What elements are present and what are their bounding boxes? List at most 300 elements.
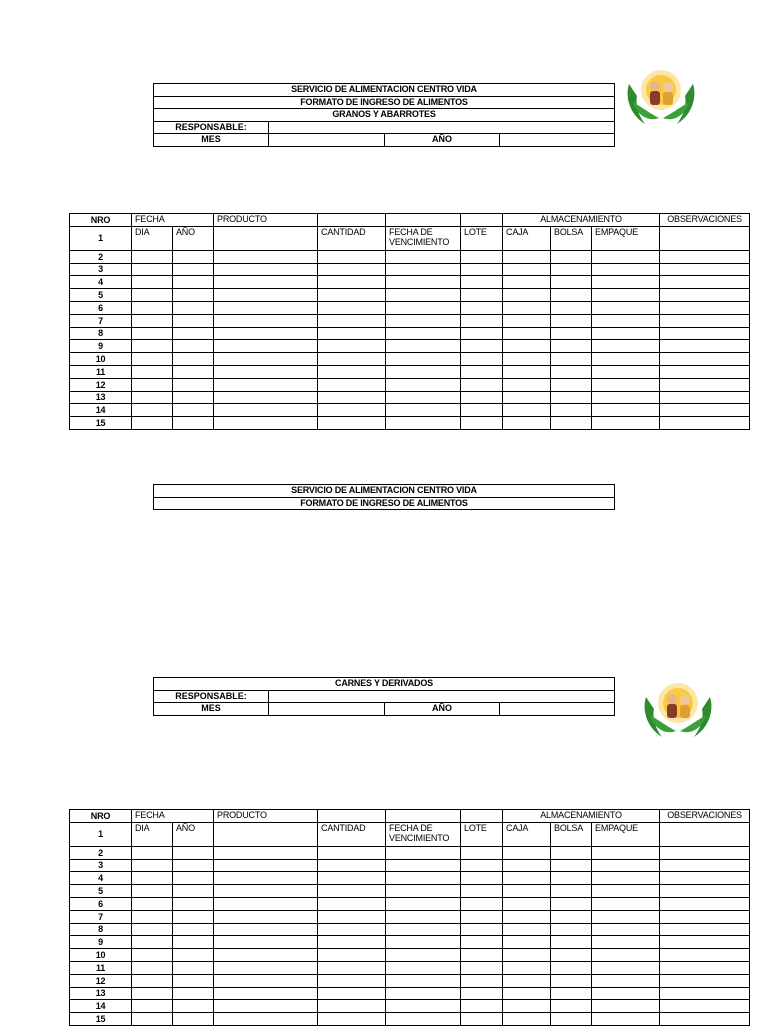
table-cell[interactable] xyxy=(386,353,461,366)
table-cell[interactable] xyxy=(214,923,318,936)
table-cell[interactable] xyxy=(660,897,750,910)
table-cell[interactable] xyxy=(551,314,592,327)
table-cell[interactable] xyxy=(551,340,592,353)
table-cell[interactable] xyxy=(386,846,461,859)
form2-responsable-field[interactable] xyxy=(269,691,614,703)
table-cell[interactable] xyxy=(461,923,503,936)
table-cell[interactable] xyxy=(551,404,592,417)
table-cell[interactable] xyxy=(173,846,214,859)
table-cell[interactable] xyxy=(132,949,173,962)
table-cell[interactable] xyxy=(386,417,461,430)
table-cell[interactable] xyxy=(503,961,551,974)
table-cell[interactable] xyxy=(132,974,173,987)
table-cell[interactable] xyxy=(660,391,750,404)
table-cell[interactable] xyxy=(132,417,173,430)
table-cell[interactable] xyxy=(318,987,386,1000)
table-cell[interactable] xyxy=(592,289,660,302)
table-cell[interactable] xyxy=(461,391,503,404)
table-cell[interactable] xyxy=(386,263,461,276)
table-cell[interactable] xyxy=(173,949,214,962)
table-cell[interactable] xyxy=(318,846,386,859)
table-cell[interactable] xyxy=(318,417,386,430)
table-cell[interactable] xyxy=(386,936,461,949)
observaciones-cell[interactable] xyxy=(660,226,750,250)
table-cell[interactable] xyxy=(592,391,660,404)
col-vencimiento-header: FECHA DE VENCIMIENTO xyxy=(386,822,461,846)
table-cell[interactable] xyxy=(660,276,750,289)
table-cell[interactable] xyxy=(214,365,318,378)
table-cell[interactable] xyxy=(318,340,386,353)
table-cell[interactable] xyxy=(503,885,551,898)
table-cell[interactable] xyxy=(318,353,386,366)
table-cell[interactable] xyxy=(592,314,660,327)
col-nro-header: NRO xyxy=(70,214,132,227)
table-cell[interactable] xyxy=(660,872,750,885)
table-cell[interactable] xyxy=(318,365,386,378)
table-cell[interactable] xyxy=(318,974,386,987)
table-cell[interactable] xyxy=(386,859,461,872)
form2-mes-field[interactable] xyxy=(269,703,385,715)
table-cell[interactable] xyxy=(461,859,503,872)
row-number: 2 xyxy=(70,250,132,263)
table-cell[interactable] xyxy=(214,859,318,872)
table-cell[interactable] xyxy=(551,987,592,1000)
producto-cell[interactable] xyxy=(214,226,318,250)
table-cell[interactable] xyxy=(461,340,503,353)
table-cell[interactable] xyxy=(214,974,318,987)
table-cell[interactable] xyxy=(214,301,318,314)
table-cell[interactable] xyxy=(173,301,214,314)
table-cell[interactable] xyxy=(461,365,503,378)
table-cell[interactable] xyxy=(318,276,386,289)
table-cell[interactable] xyxy=(173,885,214,898)
table-cell[interactable] xyxy=(503,276,551,289)
table-cell[interactable] xyxy=(503,340,551,353)
table-cell[interactable] xyxy=(461,289,503,302)
table-cell[interactable] xyxy=(386,391,461,404)
col-dia-header: DIA xyxy=(132,822,173,846)
table-cell[interactable] xyxy=(592,923,660,936)
table-cell[interactable] xyxy=(660,923,750,936)
table-cell[interactable] xyxy=(386,910,461,923)
row-number: 12 xyxy=(70,974,132,987)
table-cell[interactable] xyxy=(660,250,750,263)
table-cell[interactable] xyxy=(660,987,750,1000)
table-cell[interactable] xyxy=(551,276,592,289)
table-cell[interactable] xyxy=(503,404,551,417)
table-cell[interactable] xyxy=(214,327,318,340)
table-cell[interactable] xyxy=(660,404,750,417)
table-cell[interactable] xyxy=(660,885,750,898)
table-cell[interactable] xyxy=(592,327,660,340)
table-cell[interactable] xyxy=(592,404,660,417)
table-cell[interactable] xyxy=(660,910,750,923)
table-cell[interactable] xyxy=(551,378,592,391)
table-cell[interactable] xyxy=(214,353,318,366)
row-number: 5 xyxy=(70,885,132,898)
table-cell[interactable] xyxy=(461,276,503,289)
table-cell[interactable] xyxy=(214,417,318,430)
table-cell[interactable] xyxy=(503,1000,551,1013)
table-cell[interactable] xyxy=(461,846,503,859)
table-cell[interactable] xyxy=(173,314,214,327)
table-cell[interactable] xyxy=(173,391,214,404)
table-cell[interactable] xyxy=(132,289,173,302)
table-cell[interactable] xyxy=(551,872,592,885)
table-cell[interactable] xyxy=(592,353,660,366)
table-cell[interactable] xyxy=(551,923,592,936)
producto-cell[interactable] xyxy=(214,822,318,846)
table-cell[interactable] xyxy=(551,289,592,302)
table-cell[interactable] xyxy=(660,1000,750,1013)
table-cell[interactable] xyxy=(503,846,551,859)
table-cell[interactable] xyxy=(660,846,750,859)
table-cell[interactable] xyxy=(461,949,503,962)
row-number: 10 xyxy=(70,949,132,962)
table-cell[interactable] xyxy=(386,289,461,302)
table-row xyxy=(70,859,750,872)
table-cell[interactable] xyxy=(318,263,386,276)
table-cell[interactable] xyxy=(551,263,592,276)
table-cell[interactable] xyxy=(173,1000,214,1013)
table-cell[interactable] xyxy=(214,1000,318,1013)
table-cell[interactable] xyxy=(461,910,503,923)
table-cell[interactable] xyxy=(173,961,214,974)
form2-ano-field[interactable] xyxy=(500,703,614,715)
table-cell[interactable] xyxy=(461,961,503,974)
table-cell[interactable] xyxy=(660,340,750,353)
row-number: 12 xyxy=(70,378,132,391)
table-row xyxy=(70,885,750,898)
table-cell[interactable] xyxy=(214,885,318,898)
table-cell[interactable] xyxy=(173,404,214,417)
table-cell[interactable] xyxy=(660,936,750,949)
form1-mes-label: MES xyxy=(154,134,269,146)
table-cell[interactable] xyxy=(173,263,214,276)
table-cell[interactable] xyxy=(132,987,173,1000)
table-cell[interactable] xyxy=(592,872,660,885)
table-cell[interactable] xyxy=(214,378,318,391)
table-cell[interactable] xyxy=(132,885,173,898)
table-cell[interactable] xyxy=(461,1000,503,1013)
table-cell[interactable] xyxy=(592,340,660,353)
table-cell[interactable] xyxy=(173,417,214,430)
table-cell[interactable] xyxy=(318,885,386,898)
col-dia-header: DIA xyxy=(132,226,173,250)
table-cell[interactable] xyxy=(503,923,551,936)
table-cell[interactable] xyxy=(386,250,461,263)
table-cell[interactable] xyxy=(318,391,386,404)
table-cell[interactable] xyxy=(132,391,173,404)
table-cell[interactable] xyxy=(386,987,461,1000)
table-cell[interactable] xyxy=(592,417,660,430)
table-cell[interactable] xyxy=(461,314,503,327)
table-cell[interactable] xyxy=(592,859,660,872)
table-cell[interactable] xyxy=(132,263,173,276)
table-cell[interactable] xyxy=(214,910,318,923)
table-cell[interactable] xyxy=(503,353,551,366)
table-cell[interactable] xyxy=(551,949,592,962)
table-cell[interactable] xyxy=(551,961,592,974)
table-cell[interactable] xyxy=(318,949,386,962)
form1-responsable-field[interactable] xyxy=(269,122,614,134)
table-cell[interactable] xyxy=(551,250,592,263)
table-cell[interactable] xyxy=(592,961,660,974)
table-cell[interactable] xyxy=(461,250,503,263)
table-cell[interactable] xyxy=(386,365,461,378)
table-cell[interactable] xyxy=(318,301,386,314)
table-cell[interactable] xyxy=(592,1000,660,1013)
table-cell[interactable] xyxy=(318,910,386,923)
table-cell[interactable] xyxy=(503,250,551,263)
form1-ano-field[interactable] xyxy=(500,134,614,146)
table-cell[interactable] xyxy=(592,974,660,987)
table-cell[interactable] xyxy=(551,327,592,340)
table-cell[interactable] xyxy=(551,365,592,378)
table-cell[interactable] xyxy=(132,897,173,910)
table-cell[interactable] xyxy=(660,327,750,340)
table-cell[interactable] xyxy=(660,289,750,302)
table-cell[interactable] xyxy=(173,289,214,302)
table-cell[interactable] xyxy=(173,923,214,936)
table-cell[interactable] xyxy=(132,936,173,949)
table-cell[interactable] xyxy=(551,391,592,404)
table-cell[interactable] xyxy=(503,391,551,404)
table-cell[interactable] xyxy=(592,301,660,314)
table-cell[interactable] xyxy=(551,846,592,859)
table-cell[interactable] xyxy=(132,276,173,289)
table-cell[interactable] xyxy=(132,872,173,885)
table-cell[interactable] xyxy=(461,872,503,885)
table-cell[interactable] xyxy=(214,250,318,263)
table-cell[interactable] xyxy=(214,314,318,327)
table-cell[interactable] xyxy=(173,872,214,885)
table-cell[interactable] xyxy=(461,417,503,430)
table-cell[interactable] xyxy=(386,314,461,327)
table-cell[interactable] xyxy=(503,936,551,949)
table-cell[interactable] xyxy=(660,301,750,314)
table-cell[interactable] xyxy=(503,910,551,923)
table-cell[interactable] xyxy=(660,949,750,962)
table-cell[interactable] xyxy=(592,378,660,391)
table-cell[interactable] xyxy=(173,859,214,872)
table-cell[interactable] xyxy=(503,417,551,430)
table-cell[interactable] xyxy=(132,846,173,859)
table-cell[interactable] xyxy=(503,949,551,962)
table-cell[interactable] xyxy=(214,897,318,910)
table-cell[interactable] xyxy=(214,961,318,974)
table-cell[interactable] xyxy=(503,263,551,276)
table-cell[interactable] xyxy=(592,276,660,289)
table-cell[interactable] xyxy=(660,353,750,366)
table-cell[interactable] xyxy=(503,289,551,302)
table-cell[interactable] xyxy=(318,250,386,263)
table-cell[interactable] xyxy=(461,301,503,314)
observaciones-cell[interactable] xyxy=(660,822,750,846)
table-cell[interactable] xyxy=(132,859,173,872)
table-cell[interactable] xyxy=(214,340,318,353)
table-cell[interactable] xyxy=(461,987,503,1000)
table-cell[interactable] xyxy=(132,327,173,340)
table-cell[interactable] xyxy=(461,353,503,366)
table-cell[interactable] xyxy=(461,974,503,987)
table-cell[interactable] xyxy=(318,289,386,302)
table-cell[interactable] xyxy=(503,314,551,327)
table-cell[interactable] xyxy=(660,378,750,391)
table-cell[interactable] xyxy=(592,897,660,910)
table-cell[interactable] xyxy=(318,936,386,949)
table-cell[interactable] xyxy=(173,910,214,923)
table-cell[interactable] xyxy=(318,923,386,936)
table-cell[interactable] xyxy=(318,314,386,327)
table-cell[interactable] xyxy=(592,910,660,923)
table-cell[interactable] xyxy=(551,885,592,898)
table-cell[interactable] xyxy=(386,897,461,910)
table-cell[interactable] xyxy=(503,897,551,910)
form2-header xyxy=(153,677,615,716)
table-cell[interactable] xyxy=(132,910,173,923)
table-cell[interactable] xyxy=(592,949,660,962)
table-cell[interactable] xyxy=(132,250,173,263)
table-cell[interactable] xyxy=(592,885,660,898)
form1-title-line1: SERVICIO DE ALIMENTACION CENTRO VIDA xyxy=(291,84,477,94)
table-cell[interactable] xyxy=(173,327,214,340)
table-cell[interactable] xyxy=(386,974,461,987)
table-cell[interactable] xyxy=(318,859,386,872)
table-cell[interactable] xyxy=(660,263,750,276)
table-cell[interactable] xyxy=(461,936,503,949)
table-cell[interactable] xyxy=(173,378,214,391)
table-cell[interactable] xyxy=(551,1000,592,1013)
table-cell[interactable] xyxy=(386,872,461,885)
table-cell[interactable] xyxy=(551,974,592,987)
table-cell[interactable] xyxy=(386,961,461,974)
table-cell[interactable] xyxy=(318,897,386,910)
table-cell[interactable] xyxy=(132,378,173,391)
table-cell[interactable] xyxy=(386,301,461,314)
table-cell[interactable] xyxy=(461,378,503,391)
table-cell[interactable] xyxy=(173,897,214,910)
table-cell[interactable] xyxy=(461,897,503,910)
table-cell[interactable] xyxy=(660,974,750,987)
table-cell[interactable] xyxy=(386,276,461,289)
table-cell[interactable] xyxy=(214,391,318,404)
table-cell[interactable] xyxy=(461,404,503,417)
table-cell[interactable] xyxy=(551,859,592,872)
table-cell[interactable] xyxy=(214,846,318,859)
table-cell[interactable] xyxy=(551,936,592,949)
table-cell[interactable] xyxy=(660,314,750,327)
table-cell[interactable] xyxy=(214,404,318,417)
table-cell[interactable] xyxy=(132,353,173,366)
table-cell[interactable] xyxy=(503,378,551,391)
table-cell[interactable] xyxy=(318,1000,386,1013)
table-cell[interactable] xyxy=(132,923,173,936)
table-cell[interactable] xyxy=(660,961,750,974)
table-cell[interactable] xyxy=(132,314,173,327)
row-number: 15 xyxy=(70,1013,132,1026)
table-cell[interactable] xyxy=(386,885,461,898)
table-cell[interactable] xyxy=(173,250,214,263)
table-cell[interactable] xyxy=(503,974,551,987)
table-cell[interactable] xyxy=(503,872,551,885)
table-cell[interactable] xyxy=(503,365,551,378)
table-cell[interactable] xyxy=(173,340,214,353)
table-cell[interactable] xyxy=(214,949,318,962)
table-cell[interactable] xyxy=(503,987,551,1000)
table-cell[interactable] xyxy=(318,872,386,885)
table-cell[interactable] xyxy=(592,263,660,276)
table-row xyxy=(70,949,750,962)
table-cell[interactable] xyxy=(503,327,551,340)
table-cell[interactable] xyxy=(132,340,173,353)
table-cell[interactable] xyxy=(592,365,660,378)
table-cell[interactable] xyxy=(386,378,461,391)
table-cell[interactable] xyxy=(660,859,750,872)
table-cell[interactable] xyxy=(660,417,750,430)
col-bolsa-header: BOLSA xyxy=(551,822,592,846)
table-cell[interactable] xyxy=(173,276,214,289)
table-cell[interactable] xyxy=(318,404,386,417)
table-cell[interactable] xyxy=(318,327,386,340)
table-cell[interactable] xyxy=(173,974,214,987)
table-cell[interactable] xyxy=(592,846,660,859)
table-cell[interactable] xyxy=(214,276,318,289)
table-cell[interactable] xyxy=(132,301,173,314)
table-cell[interactable] xyxy=(386,340,461,353)
table-cell[interactable] xyxy=(461,885,503,898)
table-cell[interactable] xyxy=(173,936,214,949)
table-cell[interactable] xyxy=(173,987,214,1000)
table-cell[interactable] xyxy=(386,1000,461,1013)
table-cell[interactable] xyxy=(318,378,386,391)
table-cell[interactable] xyxy=(551,897,592,910)
table-cell[interactable] xyxy=(214,987,318,1000)
table-cell[interactable] xyxy=(318,961,386,974)
table-cell[interactable] xyxy=(132,404,173,417)
form1-mes-field[interactable] xyxy=(269,134,385,146)
table-cell[interactable] xyxy=(386,923,461,936)
table-cell[interactable] xyxy=(551,417,592,430)
table-cell[interactable] xyxy=(592,936,660,949)
table-cell[interactable] xyxy=(214,936,318,949)
table-cell[interactable] xyxy=(173,365,214,378)
table-cell[interactable] xyxy=(592,987,660,1000)
table-cell[interactable] xyxy=(132,1000,173,1013)
table-cell[interactable] xyxy=(214,872,318,885)
row-number: 1 xyxy=(70,822,132,846)
table-cell[interactable] xyxy=(132,365,173,378)
table-cell[interactable] xyxy=(660,365,750,378)
table-cell[interactable] xyxy=(386,949,461,962)
table-cell[interactable] xyxy=(461,327,503,340)
table-cell[interactable] xyxy=(551,353,592,366)
table-row xyxy=(70,226,750,250)
table-cell[interactable] xyxy=(551,301,592,314)
table-cell[interactable] xyxy=(386,327,461,340)
table-cell[interactable] xyxy=(592,250,660,263)
table-cell[interactable] xyxy=(173,353,214,366)
table-cell[interactable] xyxy=(214,289,318,302)
table-cell[interactable] xyxy=(386,404,461,417)
table-cell[interactable] xyxy=(461,263,503,276)
table-cell[interactable] xyxy=(551,910,592,923)
table-cell[interactable] xyxy=(503,859,551,872)
table-cell[interactable] xyxy=(132,961,173,974)
table-cell[interactable] xyxy=(503,301,551,314)
table-cell[interactable] xyxy=(214,263,318,276)
row-number: 13 xyxy=(70,987,132,1000)
